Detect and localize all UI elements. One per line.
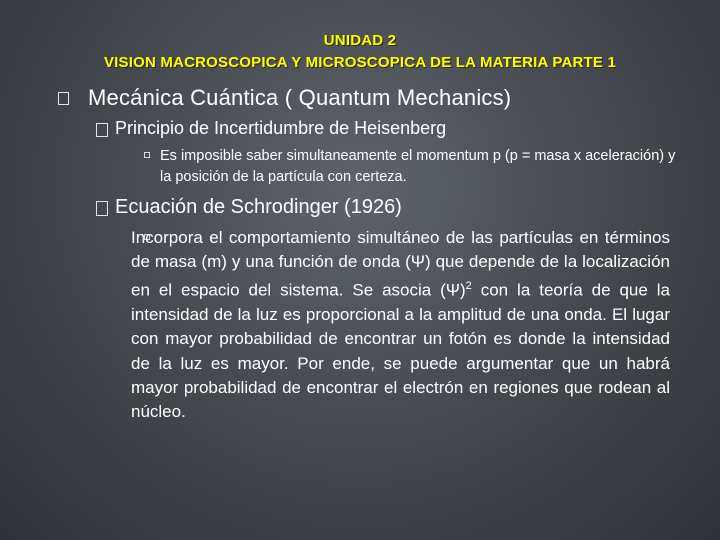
item-heisenberg-label: Principio de Incertidumbre de Heisenberg: [115, 118, 447, 138]
item-schrodinger-label: Ecuación de Schrodinger (1926): [115, 196, 402, 218]
slide-title: UNIDAD 2: [323, 32, 397, 49]
item-heisenberg-detail: Es imposible saber simultaneamente el momentum p (p = masa x aceleración) y la posición de la partícula con certeza.: [160, 148, 676, 185]
heading-quantum-mechanics: Mecánica Cuántica ( Quantum Mechanics): [88, 85, 512, 110]
bullet-small-square-icon: [144, 152, 150, 158]
detail-text-part: Incorpora el comportamiento simultáneo de las partículas en términos de masa (m) y una función de onda (Ψ) que depende de la localización en el espacio del sistema. Se asocia (Ψ): [131, 228, 670, 301]
bullet-square-icon: [58, 92, 69, 105]
detail-text-part: con la teoría de que la intensidad de la luz es proporcional a la amplitud de una onda. El lugar con mayor probabilidad de encontrar un fotón es donde la intensidad de la luz es mayor. Por ende, se puede argumentar que un habrá mayor probabilidad de encontrar el electrón en regiones que rodean al núcleo.: [131, 281, 670, 422]
slide-subtitle: VISION MACROSCOPICA Y MICROSCOPICA DE LA MATERIA PARTE 1: [103, 54, 617, 71]
superscript-2: 2: [465, 280, 472, 293]
bullet-square-icon: [96, 201, 108, 216]
item-schrodinger-detail: [131, 226, 670, 424]
bullet-square-icon: [96, 123, 108, 137]
